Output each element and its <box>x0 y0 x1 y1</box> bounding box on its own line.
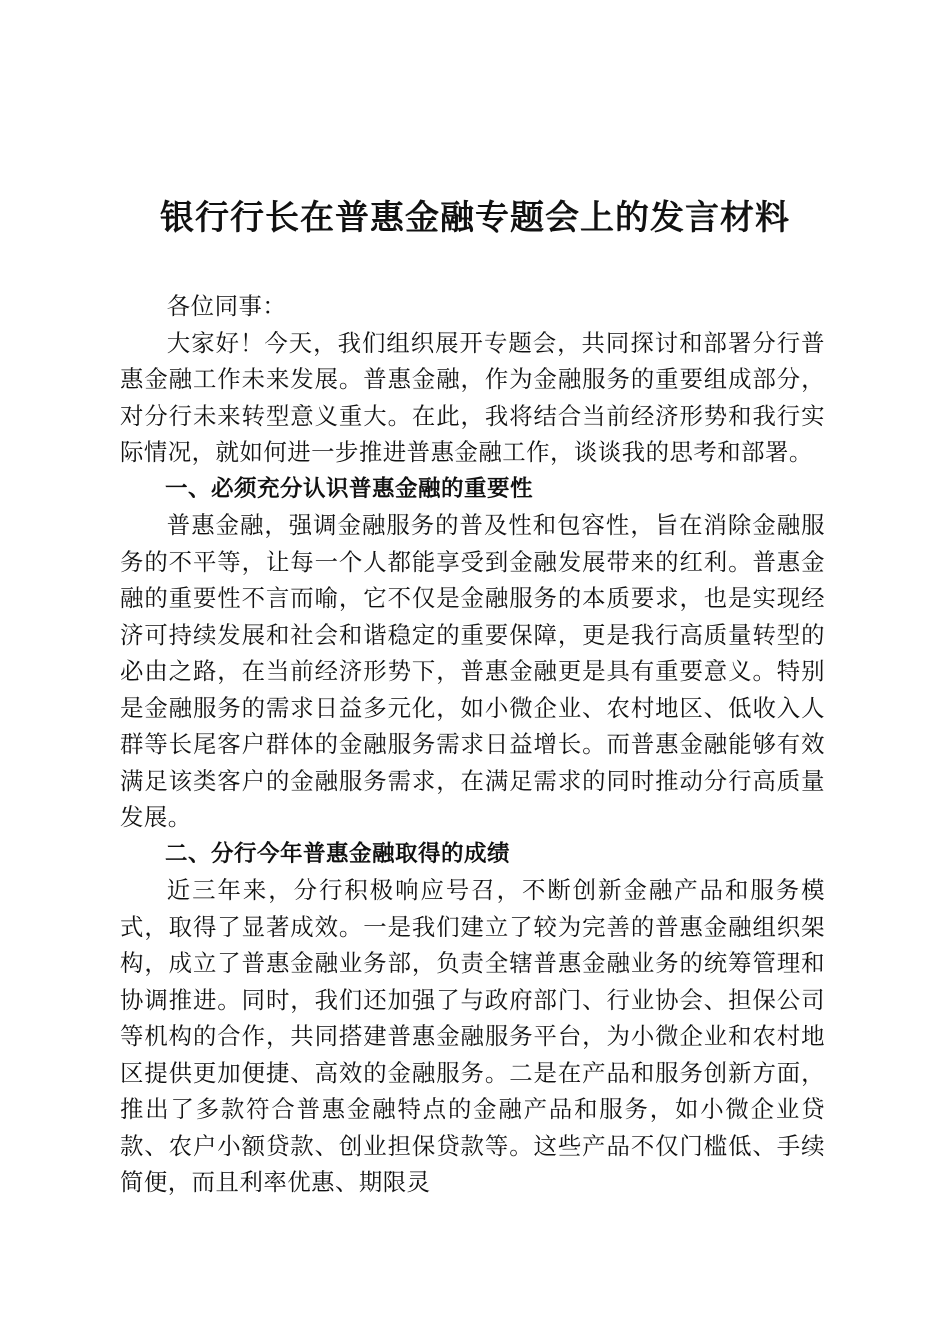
document-body <box>120 288 825 1201</box>
salutation: 各位同事： <box>166 292 287 320</box>
document-title: 银行行长在普惠金融专题会上的发言材料 <box>160 198 790 238</box>
section-paragraph-1: 普惠金融，强调金融服务的普及性和包容性，旨在消除金融服务的不平等，让每一个人都能享受到金融发展带来的红利。普惠金融的重要性不言而喻，它不仅是金融服务的本质要求，也是实现经济可持续发展和社会和谐稳定的重要保障，更是我行高质量转型的必由之路，在当前经济形势下，普惠金融更是具有重要意义。特别是金融服务的需求日益多元化，如小微企业、农村地区、低收入人群等长尾客户群体的金融服务需求日益增长。而普惠金融能够有效满足该类客户的金融服务需求，在满足需求的同时推动分行高质量发展。 <box>120 511 825 831</box>
intro-paragraph: 大家好！今天，我们组织展开专题会，共同探讨和部署分行普惠金融工作未来发展。普惠金融，作为金融服务的重要组成部分，对分行未来转型意义重大。在此，我将结合当前经济形势和我行实际情况，就如何进一步推进普惠金融工作，谈谈我的思考和部署。 <box>120 328 825 466</box>
section-paragraph-2: 近三年来，分行积极响应号召，不断创新金融产品和服务模式，取得了显著成效。一是我们建立了较为完善的普惠金融组织架构，成立了普惠金融业务部，负责全辖普惠金融业务的统筹管理和协调推进。同时，我们还加强了与政府部门、行业协会、担保公司等机构的合作，共同搭建普惠金融服务平台，为小微企业和农村地区提供更加便捷、高效的金融服务。二是在产品和服务创新方面，推出了多款符合普惠金融特点的金融产品和服务，如小微企业贷款、农户小额贷款、创业担保贷款等。这些产品不仅门槛低、手续简便，而且利率优惠、期限灵 <box>120 876 825 1196</box>
section-heading-2: 二、分行今年普惠金融取得的成绩 <box>165 840 511 867</box>
section-heading-1: 一、必须充分认识普惠金融的重要性 <box>165 475 534 502</box>
